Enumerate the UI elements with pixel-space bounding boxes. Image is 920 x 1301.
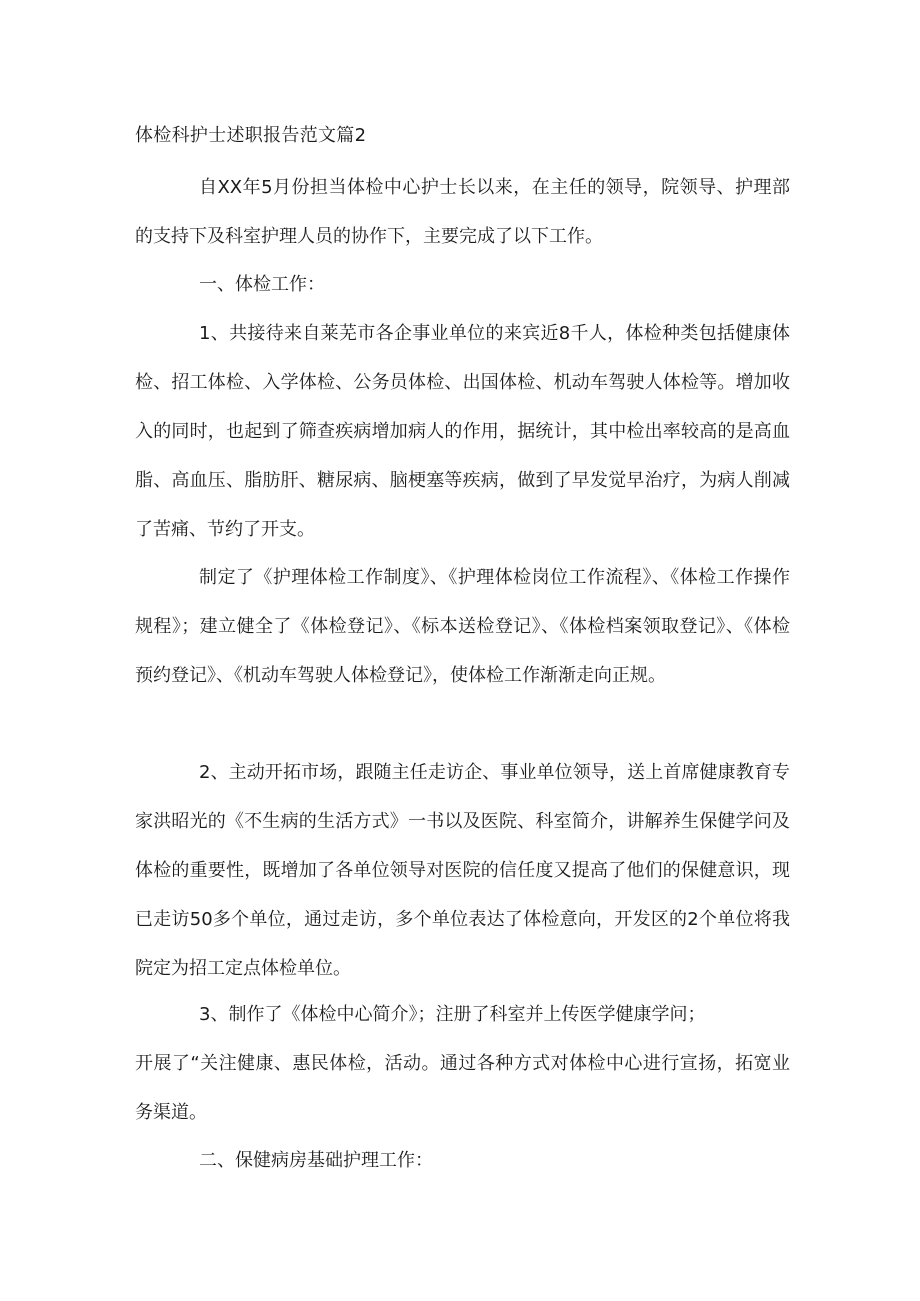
paragraph-regulations: 制定了《护理体检工作制度》、《护理体检岗位工作流程》、《体检工作操作规程》；建立健全了《体检登记》、《标本送检登记》、《体检档案领取登记》、《体检预约登记》、《机动车驾驶人体检登记》，使体检工作渐渐走向正规。 [135, 567, 790, 686]
paragraph-item-1: 1、共接待来自莱芜市各企事业单位的来宾近8千人，体检种类包括健康体检、招工体检、入学体检、公务员体检、出国体检、机动车驾驶人体检等。增加收入的同时，也起到了筛查疾病增加病人的作用，据统计，其中检出率较高的是高血脂、高血压、脂肪肝、糖尿病、脑梗塞等疾病，做到了早发觉早治疗，为病人削减了苦痛、节约了开支。 [135, 323, 790, 540]
paragraph-item-3-continued: 开展了“关注健康、惠民体检，活动。通过各种方式对体检中心进行宣扬，拓宽业务渠道。 [135, 1053, 790, 1123]
document-title: 体检科护士述职报告范文篇2 [135, 125, 367, 146]
paragraph-item-3: 3、制作了《体检中心简介》；注册了科室并上传医学健康学问； [199, 1004, 706, 1025]
paragraph-item-2: 2、主动开拓市场，跟随主任走访企、事业单位领导，送上首席健康教育专家洪昭光的《不生病的生活方式》一书以及医院、科室简介，讲解养生保健学问及体检的重要性，既增加了各单位领导对医院的信任度又提高了他们的保健意识，现已走访50多个单位，通过走访，多个单位表达了体检意向，开发区的2个单位将我院定为招工定点体检单位。 [135, 762, 790, 979]
section-heading-physical-exam: 一、体检工作： [199, 274, 325, 295]
paragraph-intro: 自XX年5月份担当体检中心护士长以来，在主任的领导，院领导、护理部的支持下及科室护理人员的协作下，主要完成了以下工作。 [135, 177, 790, 247]
section-heading-ward-nursing: 二、保健病房基础护理工作： [199, 1150, 433, 1171]
